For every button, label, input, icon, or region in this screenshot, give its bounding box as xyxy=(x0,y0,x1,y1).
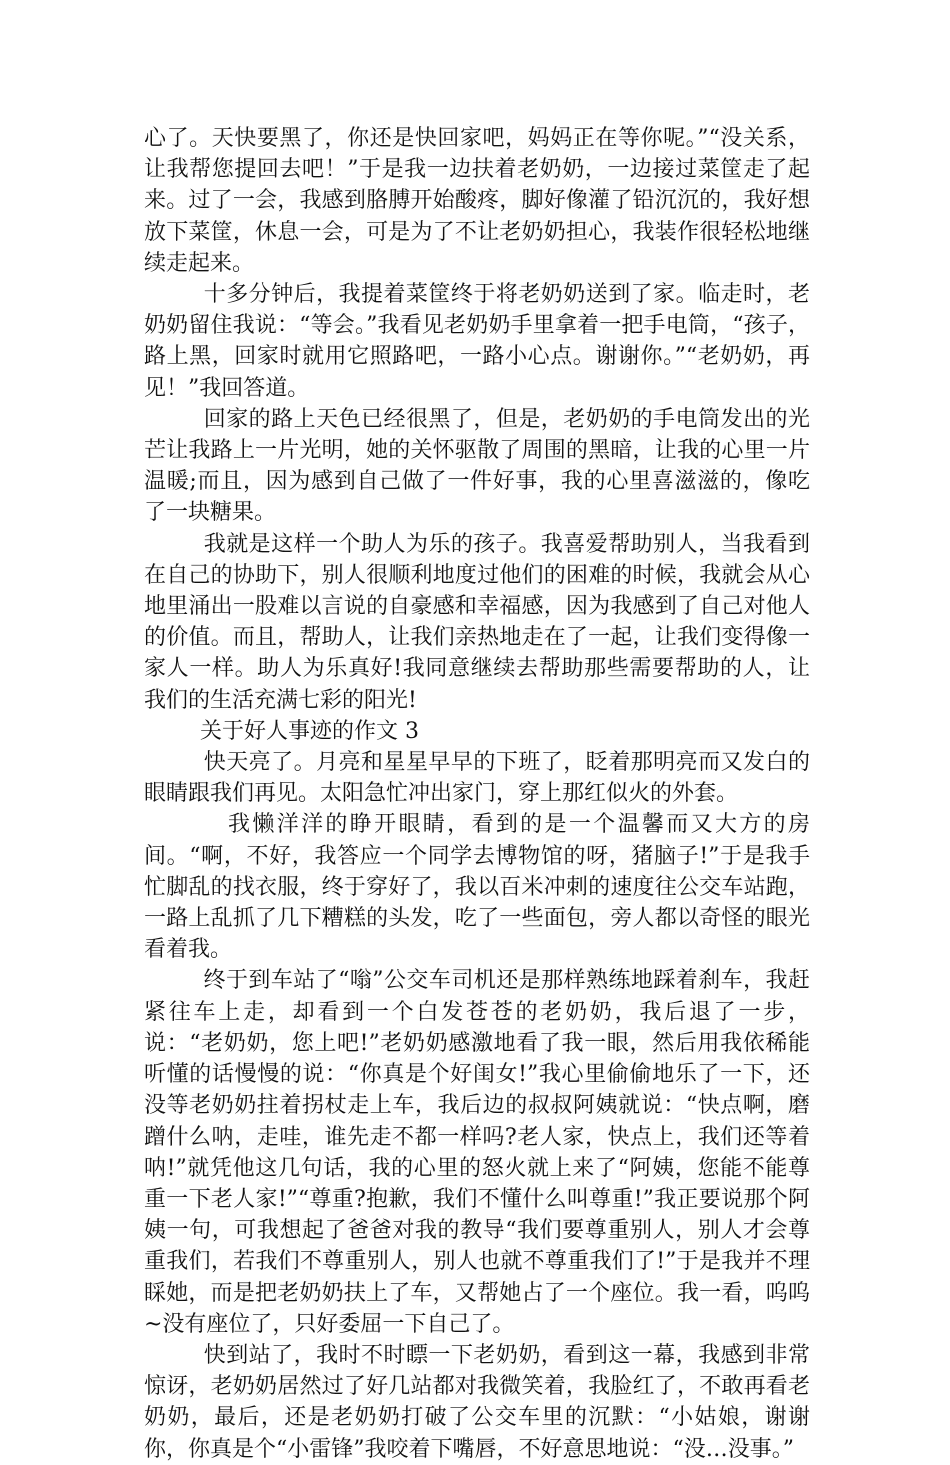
paragraph-7: 终于到车站了“嗡”公交车司机还是那样熟练地踩着刹车，我赶紧往车上走，却看到一个白发苍苍的老奶奶，我后退了一步，说：“老奶奶，您上吧!”老奶奶感激地看了我一眼，然后用我依稀能听懂的话慢慢的说：“你真是个好闺女!”我心里偷偷地乐了一下，还没等老奶奶拄着拐杖走上车，我后边的叔叔阿姨就说：“快点啊，磨蹭什么呐，走哇，谁先走不都一样吗?老人家，快点上，我们还等着呐!”就凭他这几句话，我的心里的怒火就上来了“阿姨，您能不能尊重一下老人家!”“尊重?抱歉，我们不懂什么叫尊重!”我正要说那个阿姨一句，可我想起了爸爸对我的教导“我们要尊重别人，别人才会尊重我们，若我们不尊重别人，别人也就不尊重我们了!”于是我并不理睬她，而是把老奶奶扶上了车，又帮她占了一个座位。我一看，呜呜~没有座位了，只好委屈一下自己了。 xyxy=(144,968,810,1337)
paragraph-1: 心了。天快要黑了，你还是快回家吧，妈妈正在等你呢。”“没关系，让我帮您提回去吧！”于是我一边扶着老奶奶，一边接过菜筐走了起来。过了一会，我感到胳膊开始酸疼，脚好像灌了铅沉沉的，我好想放下菜筐，休息一会，可是为了不让老奶奶担心，我装作很轻松地继续走起来。 xyxy=(144,126,810,276)
paragraph-2: 十多分钟后，我提着菜筐终于将老奶奶送到了家。临走时，老奶奶留住我说：“等会。”我看见老奶奶手里拿着一把手电筒，“孩子，路上黑，回家时就用它照路吧，一路小心点。谢谢你。”“老奶奶，再见！”我回答道。 xyxy=(144,282,810,401)
paragraph-8: 快到站了，我时不时瞟一下老奶奶，看到这一幕，我感到非常惊讶，老奶奶居然过了好几站都对我微笑着，我脸红了，不敢再看老奶奶，最后，还是老奶奶打破了公交车里的沉默：“小姑娘，谢谢你，你真是个“小雷锋”我咬着下嘴唇，不好意思地说：“没…没事。” xyxy=(144,1342,810,1462)
paragraph-6: 我懒洋洋的睁开眼睛，看到的是一个温馨而又大方的房间。“啊，不好，我答应一个同学去博物馆的呀，猪脑子!”于是我手忙脚乱的找衣服，终于穿好了，我以百米冲刺的速度往公交车站跑，一路上乱抓了几下糟糕的头发，吃了一些面包，旁人都以奇怪的眼光看着我。 xyxy=(144,812,810,963)
article-body xyxy=(144,123,810,1465)
paragraph-4: 我就是这样一个助人为乐的孩子。我喜爱帮助别人，当我看到在自己的协助下，别人很顺利地度过他们的困难的时候，我就会从心地里涌出一股难以言说的自豪感和幸福感，因为我感到了自己对他人的价值。而且，帮助人，让我们亲热地走在了一起，让我们变得像一家人一样。助人为乐真好!我同意继续去帮助那些需要帮助的人，让我们的生活充满七彩的阳光! xyxy=(144,531,810,713)
paragraph-3: 回家的路上天色已经很黑了，但是，老奶奶的手电筒发出的光芒让我路上一片光明，她的关怀驱散了周围的黑暗，让我的心里一片温暖;而且，因为感到自己做了一件好事，我的心里喜滋滋的，像吃了一块糖果。 xyxy=(144,406,810,526)
section-heading: 关于好人事迹的作文 3 xyxy=(144,718,419,744)
paragraph-5: 快天亮了。月亮和星星早早的下班了，眨着那明亮而又发白的眼睛跟我们再见。太阳急忙冲出家门，穿上那红似火的外套。 xyxy=(144,750,810,807)
